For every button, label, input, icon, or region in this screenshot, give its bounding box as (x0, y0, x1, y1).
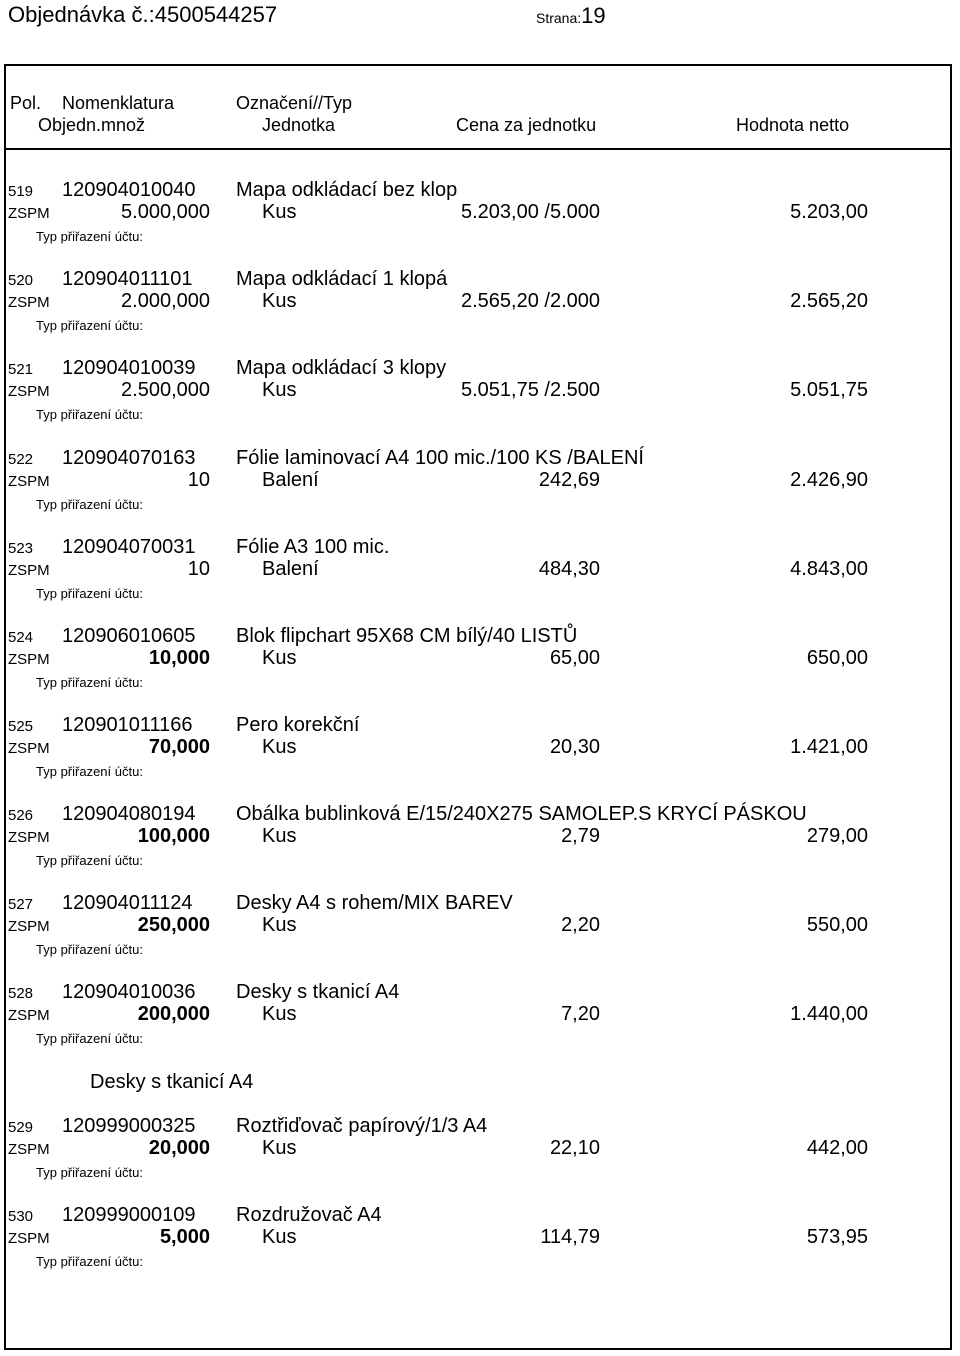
item-unit-price: 2,20 (561, 914, 600, 936)
item-quantity: 10 (187, 558, 210, 580)
item-type: ZSPM (8, 829, 50, 846)
item-position: 526 (8, 807, 34, 824)
item-code: 120999000325 (62, 1115, 196, 1137)
item-quantity: 10,000 (148, 647, 210, 669)
item-assignment-label: Typ přiřazení účtu: (36, 1165, 143, 1180)
order-item (0, 893, 960, 963)
item-unit: Kus (262, 290, 297, 312)
item-code: 120904080194 (62, 803, 196, 825)
item-position: 519 (8, 183, 34, 200)
item-position: 528 (8, 985, 34, 1002)
item-unit: Kus (262, 201, 297, 223)
item-net-value: 1.421,00 (790, 736, 868, 758)
item-position: 529 (8, 1119, 34, 1136)
item-net-value: 279,00 (806, 825, 868, 847)
item-position: 520 (8, 272, 34, 289)
item-code: 120999000109 (62, 1204, 196, 1226)
item-assignment-label: Typ přiřazení účtu: (36, 1254, 143, 1269)
page-indicator (536, 5, 606, 27)
order-item (0, 626, 960, 696)
item-assignment-label: Typ přiřazení účtu: (36, 407, 143, 422)
item-unit: Kus (262, 914, 297, 936)
item-position: 525 (8, 718, 34, 735)
item-quantity: 20,000 (148, 1137, 210, 1159)
item-quantity: 5,000 (159, 1226, 210, 1248)
header-separator (4, 148, 952, 150)
item-unit: Kus (262, 1137, 297, 1159)
item-quantity: 70,000 (148, 736, 210, 758)
item-position: 527 (8, 896, 34, 913)
item-net-value: 2.565,20 (790, 290, 868, 312)
item-unit: Kus (262, 1226, 297, 1248)
item-net-value: 550,00 (806, 914, 868, 936)
item-position: 521 (8, 361, 34, 378)
item-type: ZSPM (8, 1230, 50, 1247)
item-type: ZSPM (8, 740, 50, 757)
item-name: Fólie laminovací A4 100 mic./100 KS /BALENÍ (236, 447, 644, 469)
item-unit-price: 65,00 (549, 647, 600, 669)
item-unit: Balení (262, 558, 319, 580)
item-position: 524 (8, 629, 34, 646)
col-unit-price: Cena za jednotku (456, 115, 597, 135)
item-quantity: 10 (187, 469, 210, 491)
col-pos: Pol. (10, 93, 42, 113)
item-assignment-label: Typ přiřazení účtu: (36, 497, 143, 512)
item-assignment-label: Typ přiřazení účtu: (36, 1031, 143, 1046)
item-assignment-label: Typ přiřazení účtu: (36, 764, 143, 779)
item-net-value: 1.440,00 (790, 1003, 868, 1025)
item-unit: Kus (262, 736, 297, 758)
order-item (0, 715, 960, 785)
item-unit-price: 242,69 (538, 469, 600, 491)
item-code: 120904011124 (62, 892, 193, 914)
item-assignment-label: Typ přiřazení účtu: (36, 229, 143, 244)
item-unit-price: 22,10 (549, 1137, 600, 1159)
order-item (0, 1116, 960, 1186)
item-unit-price: 2.565,20 /2.000 (460, 290, 600, 312)
item-assignment-label: Typ přiřazení účtu: (36, 318, 143, 333)
item-unit-price: 7,20 (561, 1003, 600, 1025)
item-assignment-label: Typ přiřazení účtu: (36, 853, 143, 868)
item-unit: Balení (262, 469, 319, 491)
item-type: ZSPM (8, 205, 50, 222)
item-net-value: 4.843,00 (790, 558, 868, 580)
item-name: Obálka bublinková E/15/240X275 SAMOLEP.S KRYCÍ PÁSKOU (236, 803, 807, 825)
item-quantity: 250,000 (137, 914, 210, 936)
item-unit: Kus (262, 647, 297, 669)
item-name: Pero korekční (236, 714, 360, 736)
col-nomenclature: Nomenklatura (62, 93, 175, 113)
item-type: ZSPM (8, 473, 50, 490)
order-item (0, 982, 960, 1052)
item-name: Blok flipchart 95X68 CM bílý/40 LISTŮ (236, 625, 578, 647)
item-name: Desky s tkanicí A4 (236, 981, 400, 1003)
item-unit: Kus (262, 825, 297, 847)
col-designation: Označení//Typ (236, 93, 353, 113)
order-item (0, 269, 960, 339)
item-quantity: 100,000 (137, 825, 210, 847)
item-code: 120901011166 (62, 714, 193, 736)
item-unit: Kus (262, 379, 297, 401)
item-quantity: 5.000,000 (121, 201, 210, 223)
item-assignment-label: Typ přiřazení účtu: (36, 942, 143, 957)
item-net-value: 2.426,90 (790, 469, 868, 491)
item-code: 120904010040 (62, 179, 196, 201)
item-name: Desky A4 s rohem/MIX BAREV (236, 892, 513, 914)
item-unit-price: 484,30 (538, 558, 600, 580)
item-type: ZSPM (8, 1007, 50, 1024)
order-item (0, 448, 960, 518)
item-type: ZSPM (8, 651, 50, 668)
item-position: 523 (8, 540, 34, 557)
item-unit: Kus (262, 1003, 297, 1025)
item-position: 530 (8, 1208, 34, 1225)
item-name: Mapa odkládací 3 klopy (236, 357, 447, 379)
item-type: ZSPM (8, 294, 50, 311)
item-name: Roztřiďovač papírový/1/3 A4 (236, 1115, 488, 1137)
col-quantity: Objedn.množ (38, 115, 146, 135)
item-type: ZSPM (8, 1141, 50, 1158)
item-net-value: 442,00 (806, 1137, 868, 1159)
item-position: 522 (8, 451, 34, 468)
item-assignment-label: Typ přiřazení účtu: (36, 675, 143, 690)
page-label: Strana: (536, 10, 582, 26)
page-number: 19 (581, 3, 606, 28)
order-item (0, 1205, 960, 1275)
col-unit: Jednotka (262, 115, 336, 135)
order-item (0, 358, 960, 428)
item-quantity: 2.000,000 (121, 290, 210, 312)
item-name: Fólie A3 100 mic. (236, 536, 390, 558)
item-type: ZSPM (8, 562, 50, 579)
item-unit-price: 2,79 (561, 825, 600, 847)
item-name: Mapa odkládací 1 klopá (236, 268, 448, 290)
item-name: Rozdružovač A4 (236, 1204, 382, 1226)
item-code: 120904011101 (62, 268, 193, 290)
item-name: Mapa odkládací bez klop (236, 179, 458, 201)
item-unit-price: 20,30 (549, 736, 600, 758)
item-code: 120906010605 (62, 625, 196, 647)
item-quantity: 2.500,000 (121, 379, 210, 401)
item-code: 120904010039 (62, 357, 196, 379)
item-note: Desky s tkanicí A4 (90, 1071, 254, 1093)
item-code: 120904010036 (62, 981, 196, 1003)
order-item (0, 180, 960, 250)
item-quantity: 200,000 (137, 1003, 210, 1025)
order-item (0, 804, 960, 874)
item-code: 120904070031 (62, 536, 196, 558)
order-title: Objednávka č.:4500544257 (8, 2, 278, 27)
item-type: ZSPM (8, 918, 50, 935)
item-unit-price: 5.051,75 /2.500 (460, 379, 600, 401)
item-assignment-label: Typ přiřazení účtu: (36, 586, 143, 601)
item-unit-price: 5.203,00 /5.000 (460, 201, 600, 223)
item-code: 120904070163 (62, 447, 196, 469)
item-unit-price: 114,79 (540, 1226, 600, 1248)
order-item (0, 537, 960, 607)
item-net-value: 5.051,75 (790, 379, 868, 401)
item-net-value: 573,95 (806, 1226, 868, 1248)
item-type: ZSPM (8, 383, 50, 400)
item-net-value: 5.203,00 (790, 201, 868, 223)
item-net-value: 650,00 (806, 647, 868, 669)
col-net-value: Hodnota netto (736, 115, 850, 135)
